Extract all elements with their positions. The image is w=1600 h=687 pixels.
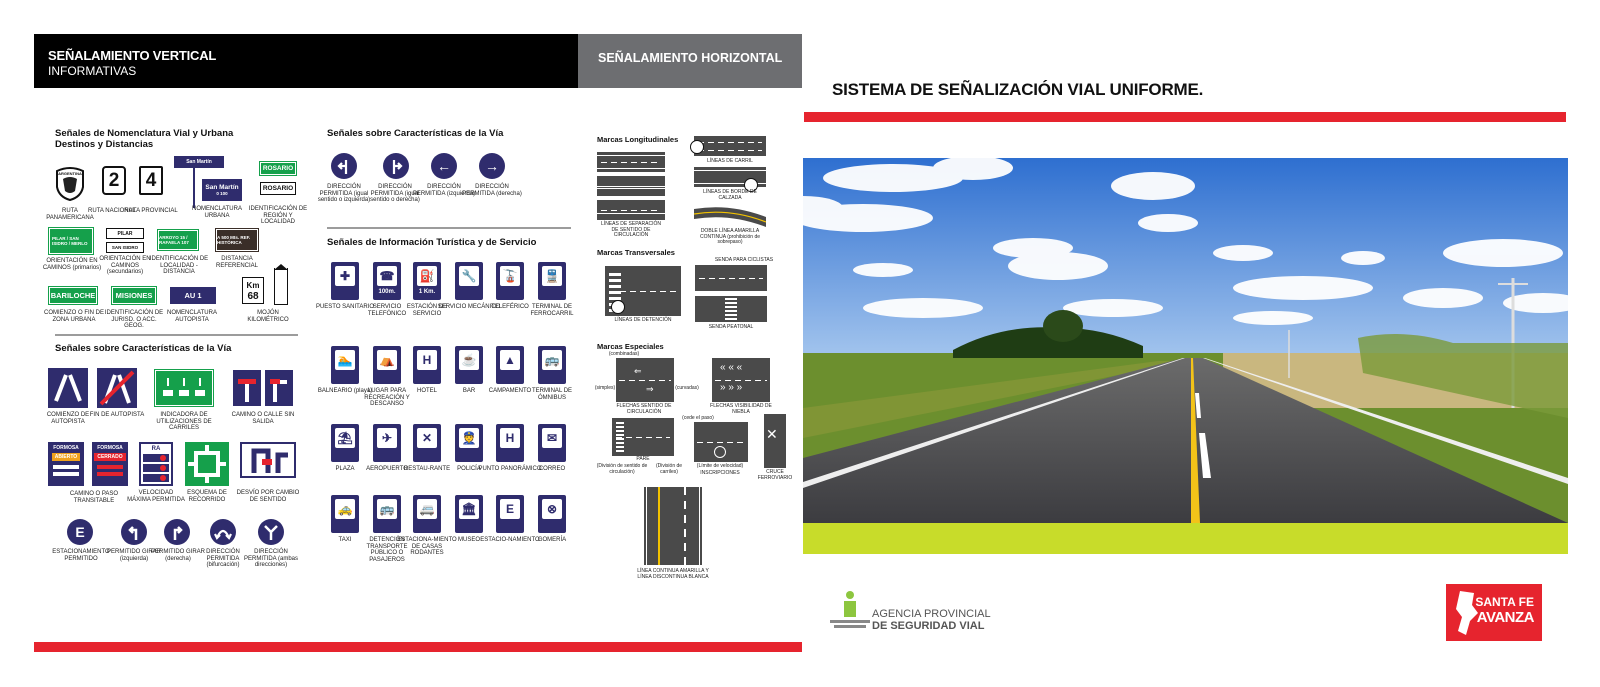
tourism-sign-icon: H [417, 350, 437, 370]
caption-camino-sin-salida: CAMINO O CALLE SIN SALIDA [231, 412, 295, 425]
tourism-sign [538, 346, 566, 384]
agency-logo [830, 590, 991, 635]
km-label: Km [246, 280, 260, 290]
caption-lineas-detencion: LÍNEAS DE DETENCIÓN [614, 317, 672, 323]
agency-line2: DE SEGURIDAD VIAL [872, 620, 985, 632]
ruta-nacional-sign: 2 [102, 166, 126, 195]
sfa-line1: SANTA FE [1475, 595, 1534, 609]
tourism-sign [538, 424, 566, 462]
caption-lineas-carril: LÍNEAS DE CARRIL [707, 158, 753, 164]
caption-direccion-igual-der: DIRECCIÓN PERMITIDA (igual sentido o derecha) [370, 184, 420, 204]
inscription-mark [714, 446, 726, 458]
header-vertical-title: SEÑALAMIENTO VERTICAL [48, 48, 217, 63]
road-separacion-3 [597, 200, 665, 220]
tourism-sign-caption: HOTEL [416, 388, 437, 394]
tourism-sign-icon: 🚡 [500, 266, 520, 286]
section-title-turistica: Señales de Información Turística y de Servicio [327, 237, 537, 248]
main-title: SISTEMA DE SEÑALIZACIÓN VIAL UNIFORME. [832, 80, 1204, 99]
caption-mojon-kilometrico: MOJÓN KILOMÉTRICO [247, 310, 289, 323]
caption-esquema-recorrido: ESQUEMA DE RECORRIDO [187, 490, 227, 503]
caption-identificacion-region: IDENTIFICACIÓN DE REGIÓN Y LOCALIDAD [248, 206, 308, 226]
tourism-sign-caption: TERMINAL DE ÓMNIBUS [531, 388, 573, 401]
tourism-sign-caption: RESTAU-RANTE [403, 466, 451, 472]
caption-comienzo-autopista: COMIENZO DE AUTOPISTA [46, 412, 90, 425]
caption-estacionamiento: ESTACIONAMIENTO PERMITIDO [52, 549, 110, 562]
caption-identificacion-localidad: IDENTIFICACIÓN DE LOCALIDAD - DISTANCIA [149, 256, 209, 276]
lane-usage-sign [155, 370, 213, 406]
marcas-longitudinales-title: Marcas Longitudinales [597, 135, 679, 144]
tourism-sign [455, 424, 483, 462]
tourism-sign-caption: TERMINAL DE FERROCARRIL [530, 304, 574, 317]
caption-combinadas: (combinadas) [608, 351, 640, 357]
caption-lineas-separacion: LÍNEAS DE SEPARACIÓN DE SENTIDO DE CIRCULACIÓN [601, 221, 661, 239]
tourism-sign-icon: ✚ [335, 266, 355, 286]
tourism-sign [413, 495, 441, 533]
tourism-sign [496, 262, 524, 300]
caption-identificacion-jurisd: IDENTIFICACIÓN DE JURISD. O ACC. GEOG. [104, 310, 164, 330]
sfa-line2: AVANZA [1476, 609, 1534, 626]
tourism-sign [455, 495, 483, 533]
tourism-sign-caption: BALNEARIO (playa) [317, 388, 373, 394]
km-post [274, 268, 288, 305]
road-carril [694, 136, 766, 156]
arrow-mark-2: ⇒ [646, 384, 654, 394]
tourism-sign-caption: CAMPAMENTO [488, 388, 532, 394]
au1-sign: AU 1 [170, 287, 216, 304]
chevrons-1: « « « [720, 362, 743, 373]
direccion-igual-izq-sign [331, 153, 357, 179]
san-isidro-white-sign: SAN ISIDRO [106, 242, 144, 253]
tourism-sign-caption: GOMERÍA [537, 537, 567, 543]
caption-inscripciones: INSCRIPCIONES [700, 470, 740, 476]
tourism-sign-icon: ⊗ [542, 499, 562, 519]
tourism-sign [413, 262, 441, 300]
road-flechas-visibilidad [712, 358, 770, 402]
arrow-mark-1: ⇐ [634, 366, 642, 376]
tourism-sign-caption: AEROPUERTO [366, 466, 408, 472]
road-photo [803, 158, 1568, 523]
road-flechas-sentido [616, 358, 674, 402]
direccion-izquierda-sign: ← [431, 153, 457, 179]
tourism-sign-caption: TAXI [338, 537, 352, 543]
caption-linea-continua: LÍNEA CONTINUA AMARILLA Y LÍNEA DISCONTINUA BLANCA [637, 568, 709, 580]
left-bottom-red-bar [34, 642, 802, 652]
caption-senda-ciclistas: SENDA PARA CICLISTAS [714, 257, 774, 263]
chevrons-2: » » » [720, 382, 743, 393]
caption-bifurcacion: DIRECCIÓN PERMITIDA (bifurcación) [206, 549, 240, 569]
road-peatonal [695, 296, 767, 322]
header-horizontal-title: SEÑALAMIENTO HORIZONTAL [598, 51, 783, 65]
tourism-sign [538, 262, 566, 300]
caption-indicadora-carriles: INDICADORA DE UTILIZACIONES DE CARRILES [156, 412, 212, 432]
santa-fe-avanza-logo [1446, 584, 1542, 641]
tourism-sign-caption: BAR [462, 388, 476, 394]
photo-green-bar [803, 523, 1568, 554]
header-horizontal [578, 34, 802, 88]
tourism-sign [496, 346, 524, 384]
tourism-sign-icon: ☕ [459, 350, 479, 370]
right-red-bar [804, 112, 1566, 122]
tourism-sign-icon: E [500, 499, 520, 519]
tourism-sign [373, 262, 401, 300]
tourism-sign-caption: PUESTO SANITARIO [315, 304, 375, 310]
tourism-sign-icon: ▲ [500, 350, 520, 370]
caption-ambas-direcciones: DIRECCIÓN PERMITIDA (ambas direcciones) [243, 549, 298, 569]
section-title-caracteristicas-mid: Señales sobre Características de la Vía [327, 128, 504, 139]
tourism-sign-icon: ✕ [417, 428, 437, 448]
dead-end-sign-1 [233, 370, 261, 406]
road-separacion-2 [597, 176, 665, 196]
caption-orientacion-secundarios: ORIENTACIÓN EN CAMINOS (secundarios) [99, 256, 151, 276]
tourism-sign-caption: ESTACIO-NAMIENTO [480, 537, 540, 543]
tourism-sign [331, 262, 359, 300]
marcas-especiales-title: Marcas Especiales [597, 342, 664, 351]
caption-division-carriles: (División de carriles) [655, 463, 683, 475]
pilar-white-signs [106, 228, 144, 254]
caption-cruce-ferroviario: CRUCE FERROVIARIO [757, 469, 793, 481]
tourism-sign [373, 495, 401, 533]
caption-division-sentido: (División de sentido de circulación) [596, 463, 648, 475]
tourism-sign [455, 346, 483, 384]
tourism-sign-caption: TELEFÉRICO [491, 304, 529, 310]
argentina-shield-sign [53, 165, 87, 201]
caption-lineas-borde: LÍNEAS DE BORDE DE CALZADA [703, 189, 757, 201]
velocidad-ra-label: RA [151, 446, 161, 452]
caption-direccion-derecha: DIRECCIÓN PERMITIDA (derecha) [462, 184, 522, 197]
road-cruce-ferroviario [764, 414, 786, 468]
autopista-start-sign [48, 368, 88, 408]
tourism-sign-icon: 👮 [459, 428, 479, 448]
tourism-sign-caption: PUNTO PANORÁMICO [478, 466, 542, 472]
caption-limite-velocidad: (Límite de velocidad) [696, 463, 744, 469]
tourism-sign-icon: ✈ [377, 428, 397, 448]
desvio-cambio-sentido-sign [240, 442, 296, 478]
pilar-green-sign: PILAR / SAN ISIDRO / MERLO [49, 228, 93, 254]
road-ciclistas [695, 265, 767, 291]
ruta-provincial-sign: 4 [139, 166, 163, 195]
tourism-sign-icon: ☎ [377, 266, 397, 286]
tourism-sign-caption: POLICÍA [457, 466, 481, 472]
formosa-closed-title: FORMOSA [97, 445, 123, 451]
tourism-sign-caption: ESTACIÓN DE SERVICIO [406, 304, 448, 317]
sign-pole [193, 168, 195, 208]
esquema-recorrido-sign [185, 442, 229, 486]
tourism-sign-distance: 1 Km. [418, 289, 436, 295]
pilar-white-sign: PILAR [106, 228, 144, 239]
rosario-green-sign: ROSARIO [260, 162, 296, 175]
caption-ruta-nacional: RUTA NACIONAL [88, 208, 136, 214]
caption-pare: PARE [636, 456, 650, 462]
tourism-sign [455, 262, 483, 300]
direccion-derecha-sign: → [479, 153, 505, 179]
formosa-open-status: ABIERTO [52, 453, 80, 461]
km-marker-sign [242, 277, 264, 304]
caption-orientacion-primarios: ORIENTACIÓN EN CAMINOS (primarios) [42, 258, 102, 271]
section-title-nomenclatura: Señales de Nomenclatura Vial y Urbana Destinos y Distancias [55, 128, 234, 150]
agency-figure-icon [830, 590, 870, 630]
tourism-sign-caption: SERVICIO MECÁNICO [437, 304, 501, 310]
divider-left [55, 334, 298, 336]
section-title-caracteristicas-left: Señales sobre Características de la Vía [55, 343, 232, 354]
tourism-sign-icon: ⛱ [335, 428, 355, 448]
tourism-sign-caption: LUGAR PARA RECREACIÓN Y DESCANSO [364, 388, 410, 408]
tourism-sign-icon: 🚐 [417, 499, 437, 519]
san-martin-sign [202, 179, 242, 201]
rosario-white-sign: ROSARIO [260, 182, 296, 195]
header-vertical [34, 34, 578, 88]
san-martin-sign-nums: 0 100 [216, 191, 228, 196]
san-martin-sign-label: San Martín [205, 184, 239, 191]
tourism-sign-icon: 🚕 [335, 499, 355, 519]
caption-girar-derecha: PERMITIDO GIRAR (derecha) [150, 549, 205, 562]
caption-girar-izquierda: PERMITIDO GIRAR (izquierda) [106, 549, 161, 562]
tourism-sign-icon: H [500, 428, 520, 448]
tourism-sign [538, 495, 566, 533]
caption-doble-linea: DOBLE LÍNEA AMARILLA CONTINUA (prohibición de sobrepaso) [699, 228, 761, 246]
road-pare [612, 418, 674, 456]
tourism-sign-caption: MUSEO [457, 537, 480, 543]
road-separacion-1 [597, 152, 665, 172]
tourism-sign-icon: 🚌 [377, 499, 397, 519]
direccion-igual-der-sign [383, 153, 409, 179]
bifurcacion-sign [210, 519, 236, 545]
argentina-shield-label: ARGENTINA [58, 171, 82, 176]
tourism-sign [496, 495, 524, 533]
tourism-sign-icon: 🔧 [459, 266, 479, 286]
caption-velocidad-maxima: VELOCIDAD MÁXIMA PERMITIDA [127, 490, 185, 503]
tourism-sign-icon: ⛺ [377, 350, 397, 370]
header-vertical-subtitle: INFORMATIVAS [48, 64, 137, 78]
tourism-sign-caption: ESTACIONA-MIENTO DE CASAS RODANTES [397, 537, 457, 557]
tourism-sign-distance: 100m. [378, 289, 396, 295]
dead-end-sign-2 [265, 370, 293, 406]
pare-zebra [616, 422, 624, 452]
marcas-transversales-title: Marcas Transversales [597, 248, 675, 257]
road-carril-circle [690, 140, 704, 154]
san-martin-small-sign: San Martín [174, 156, 224, 168]
tourism-sign-caption: DETENCIÓN TRANSPORTE PÚBLICO O PASAJEROS [366, 537, 408, 563]
tourism-sign-caption: SERVICIO TELEFÓNICO [367, 304, 407, 317]
formosa-open-sign [48, 442, 84, 486]
caption-direccion-igual-izq: DIRECCIÓN PERMITIDA (igual sentido o izquierda) [317, 184, 371, 204]
autopista-end-sign [97, 368, 137, 408]
tourism-sign [331, 346, 359, 384]
white-dashed-line [684, 487, 686, 565]
road-edge-left [646, 487, 647, 565]
rail-cross: ✕ [766, 426, 778, 442]
formosa-closed-sign [92, 442, 128, 486]
caption-camino-transitable: CAMINO O PASO TRANSITABLE [69, 491, 119, 504]
tourism-sign [331, 495, 359, 533]
caption-nomenclatura-autopista: NOMENCLATURA AUTOPISTA [167, 310, 217, 323]
ambas-direcciones-sign [258, 519, 284, 545]
tourism-sign-icon: ✉ [542, 428, 562, 448]
caption-flechas-sentido: FLECHAS SENTIDO DE CIRCULACIÓN [616, 403, 672, 415]
road-linea-continua [644, 487, 702, 565]
tourism-sign-caption: CORREO [538, 466, 566, 472]
tourism-sign-icon: 🚆 [542, 266, 562, 286]
agency-line1: AGENCIA PROVINCIAL [872, 608, 991, 620]
caption-direccion-izquierda: DIRECCIÓN PERMITIDA (izquierda) [412, 184, 476, 197]
historica-sign: A 500 Mts. REF. HISTÓRICA [216, 229, 258, 251]
yellow-line [658, 487, 660, 565]
tourism-sign-icon: 🚌 [542, 350, 562, 370]
road-doble-linea [694, 205, 766, 227]
caption-flechas-visibilidad: FLECHAS VISIBILIDAD DE NIEBLA [710, 403, 772, 415]
tourism-sign [331, 424, 359, 462]
bariloche-sign: BARILOCHE [49, 287, 97, 304]
divider-mid [327, 227, 571, 229]
road-detencion-circle [611, 300, 625, 314]
formosa-open-title: FORMOSA [53, 445, 79, 451]
tourism-sign [373, 424, 401, 462]
tourism-sign [496, 424, 524, 462]
caption-senda-peatonal: SENDA PEATONAL [708, 324, 754, 330]
misiones-sign: MISIONES [112, 287, 156, 304]
tourism-sign-icon: 🏛 [459, 499, 479, 519]
caption-ruta-panamericana: RUTA PANAMERICANA [46, 208, 94, 221]
formosa-closed-status: CERRADO [94, 453, 125, 461]
road-inscripciones [694, 422, 748, 462]
caption-curvadas: (curvadas) [675, 385, 699, 391]
caption-fin-autopista: FIN DE AUTOPISTA [89, 412, 145, 418]
caption-distancia-referencial: DISTANCIA REFERENCIAL [215, 256, 258, 269]
road-peatonal-zebra [725, 298, 737, 320]
tourism-sign-icon: 🏊 [335, 350, 355, 370]
caption-desvio-cambio: DESVÍO POR CAMBIO DE SENTIDO [236, 490, 300, 503]
km-post-top [274, 264, 288, 270]
tourism-sign [413, 424, 441, 462]
caption-nomenclatura-urbana: NOMENCLATURA URBANA [192, 206, 242, 219]
tourism-sign-caption: PLAZA [335, 466, 355, 472]
caption-simples: (simples) [594, 385, 616, 391]
tourism-sign [413, 346, 441, 384]
caption-comienzo-fin-urbana: COMIENZO O FIN DE ZONA URBANA [44, 310, 104, 323]
girar-izquierda-sign [121, 519, 147, 545]
girar-derecha-sign [164, 519, 190, 545]
caption-cede-paso: (cede el paso) [682, 415, 714, 421]
caption-ruta-provincial: RUTA PROVINCIAL [124, 208, 178, 214]
velocidad-maxima-sign [139, 442, 173, 486]
arroyo-distance-sign: ARROYO 15 / RAFAELA 107 [158, 230, 198, 250]
estacionamiento-permitido-sign: E [67, 519, 93, 545]
km-number: 68 [247, 290, 259, 302]
tourism-sign-icon: ⛽ [417, 266, 437, 286]
tourism-sign [373, 346, 401, 384]
road-edge-right [699, 487, 700, 565]
